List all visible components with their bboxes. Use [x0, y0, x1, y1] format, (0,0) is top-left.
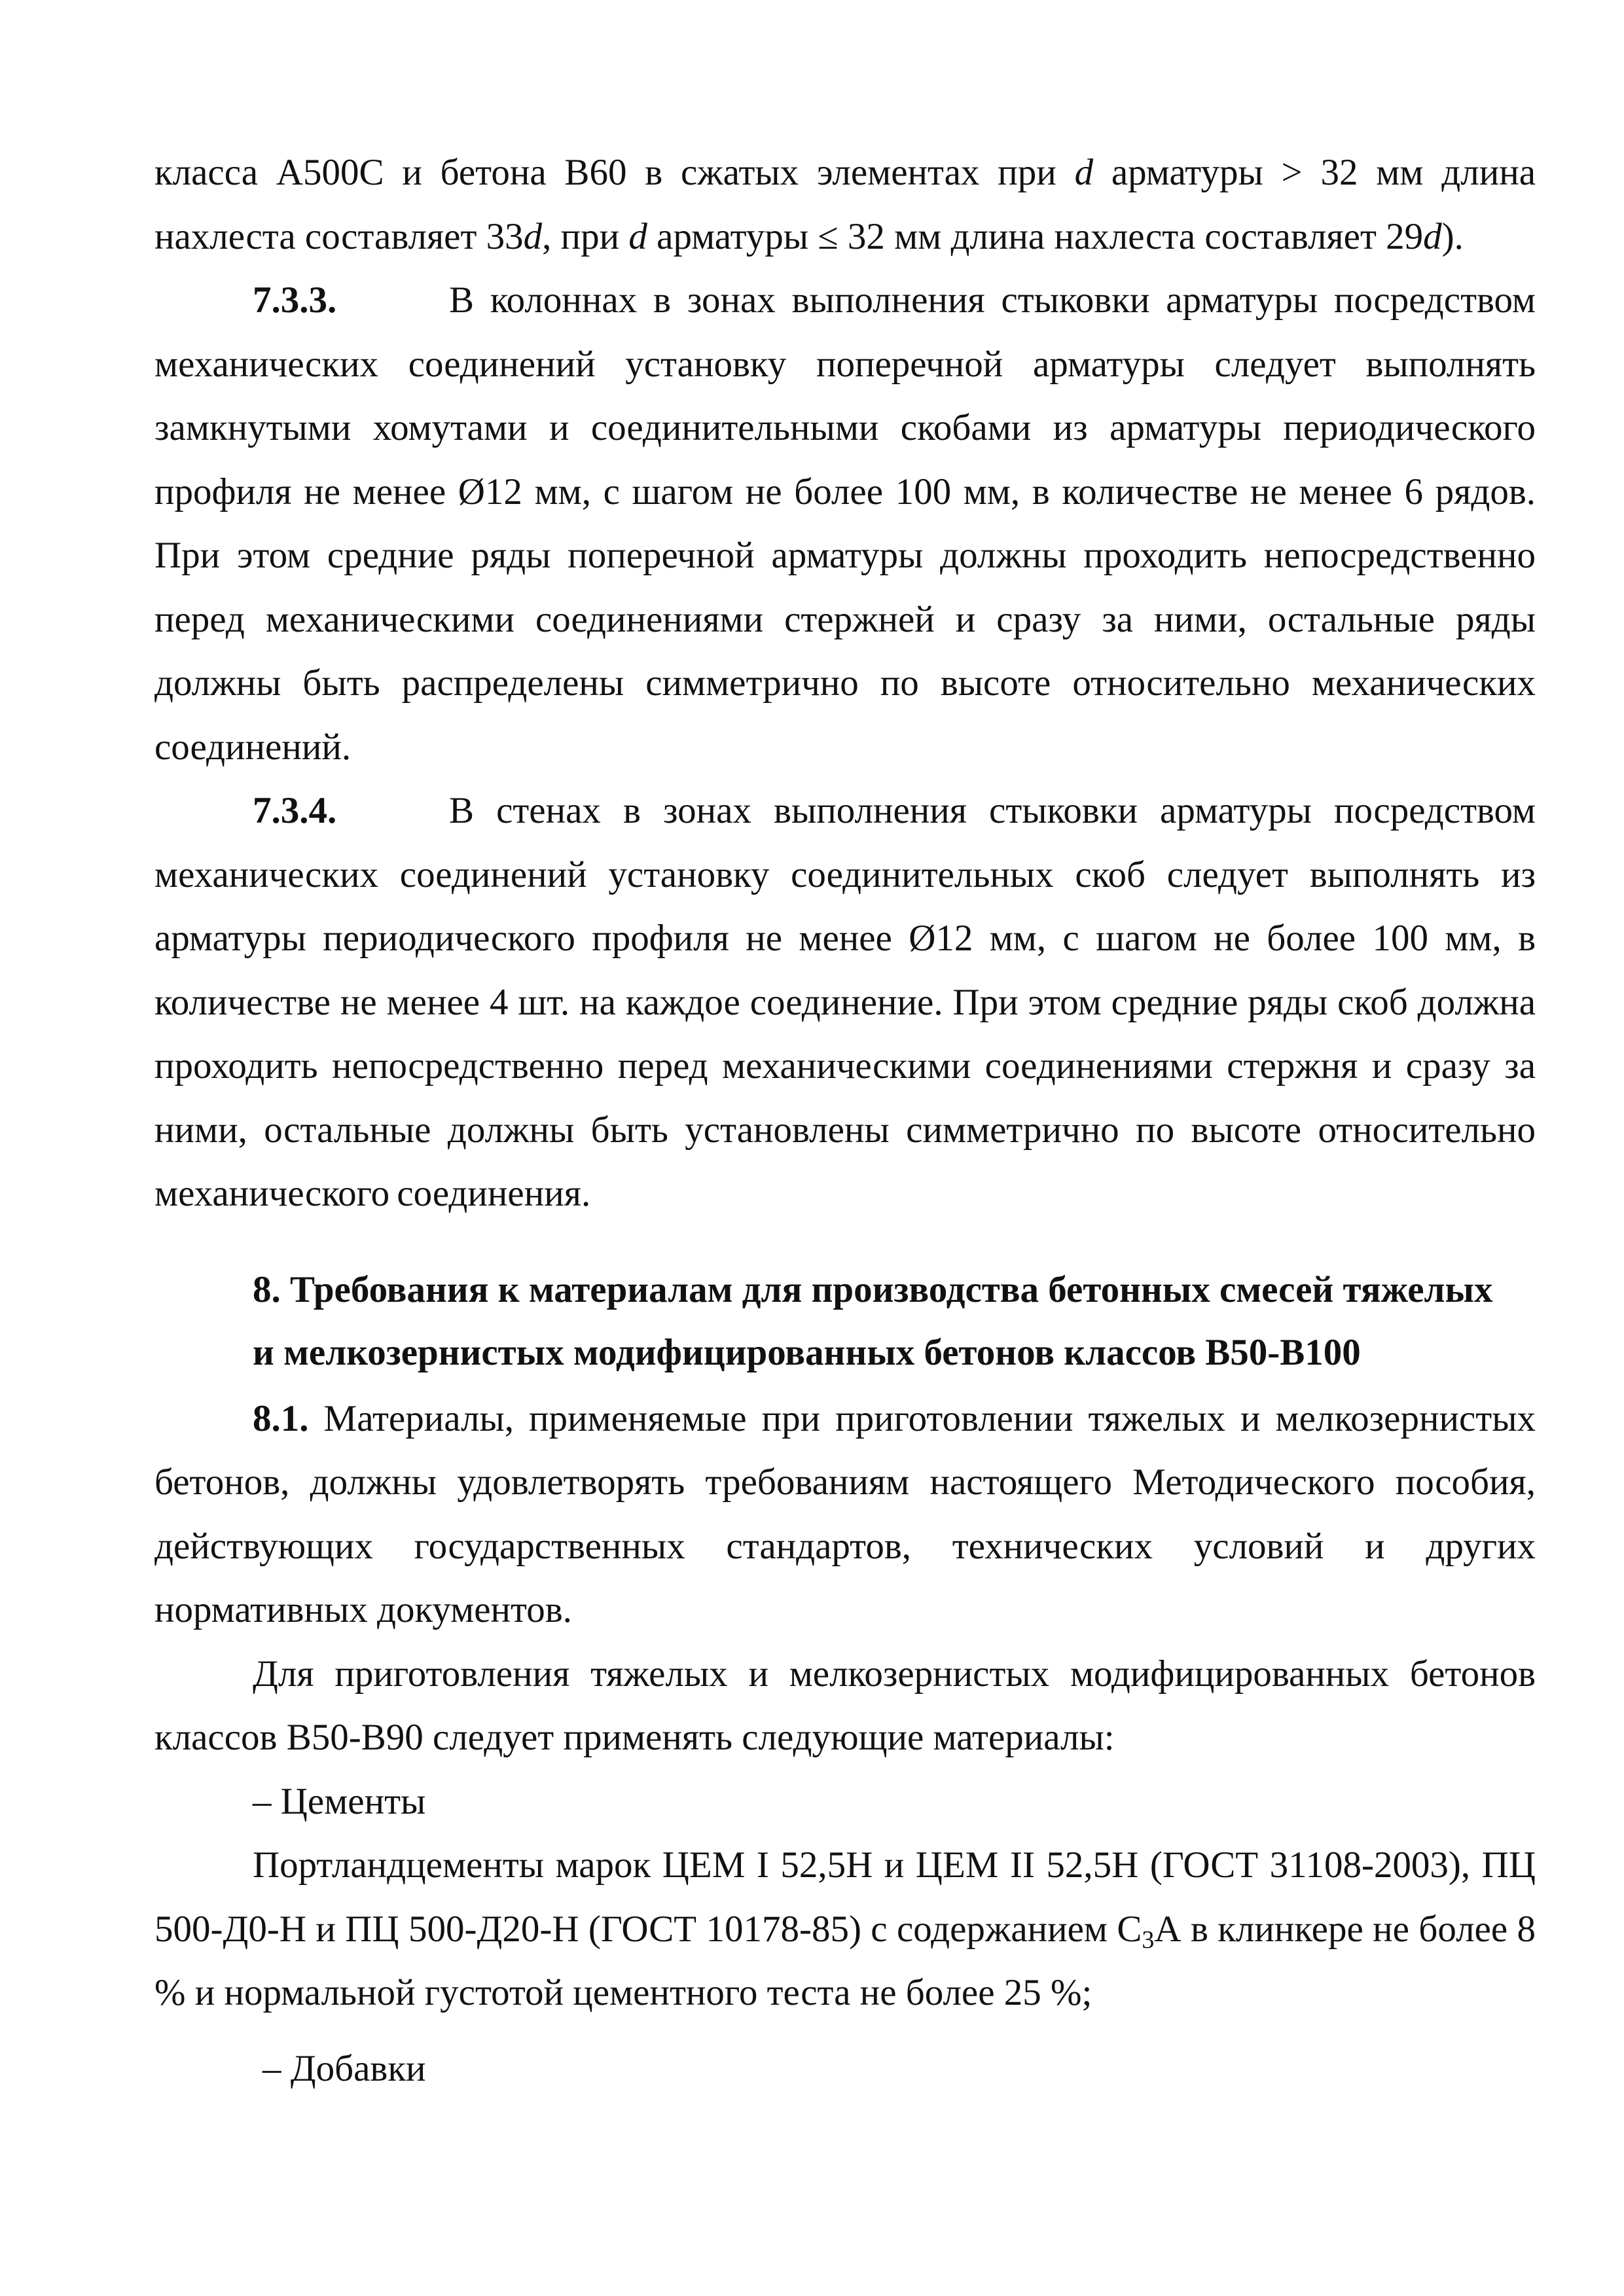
var-d: d [628, 215, 647, 257]
section-heading-8: 8. Требования к материалам для производства бетонных смесей тяжелых и мелкозернистых модифицированных бетонов классов В50-В100 [253, 1268, 1493, 1373]
section-number: 8.1. [253, 1397, 309, 1439]
section-number: 7.3.3. [253, 279, 337, 321]
section-8-1 [154, 1387, 1536, 1642]
section-7-3-4 [154, 779, 1536, 1226]
section-text: В стенах в зонах выполнения стыковки арматуры посредством механических соединений установку соединительных скоб следует выполнять из арматуры периодического профиля не менее Ø12 мм, с шагом не более 100 мм, в количестве не менее 4 шт. на каждое соединение. При этом средние ряды скоб должна проходить непосредственно перед механическими соединениями стержня и сразу за ними, остальные должны быть установлены симметрично по высоте относительно механического соединения. [154, 790, 1536, 1214]
list-item-cements: – Цементы [253, 1780, 426, 1822]
paragraph-lap-length: класса А500С и бетона В60 в сжатых элементах при d арматуры > 32 мм длина нахлеста составляет 33d, при d арматуры ≤ 32 мм длина нахлеста составляет 29d). [154, 152, 1536, 257]
section-text: В колоннах в зонах выполнения стыковки арматуры посредством механических соединений установку поперечной арматуры следует выполнять замкнутыми хомутами и соединительными скобами из арматуры периодического профиля не менее Ø12 мм, с шагом не более 100 мм, в количестве не менее 6 рядов. При этом средние ряды поперечной арматуры должны проходить непосредственно перед механическими соединениями стержней и сразу за ними, остальные ряды должны быть распределены симметрично по высоте относительно механических соединений. [154, 279, 1536, 768]
list-item-additives: – Добавки [262, 2047, 426, 2089]
var-d: d [1074, 152, 1094, 193]
document-page [154, 141, 1536, 2100]
paragraph-cements: Портландцементы марок ЦЕМ I 52,5Н и ЦЕМ II 52,5Н (ГОСТ 31108-2003), ПЦ 500-Д0-Н и ПЦ 500-Д20-Н (ГОСТ 10178-85) с содержанием $С_3А$ в клинкере не более 8 % и нормальной густотой цементного теста не более 25 %; [154, 1844, 1536, 2013]
var-d: d [523, 215, 543, 257]
section-text: Материалы, применяемые при приготовлении тяжелых и мелкозернистых бетонов, должны удовлетворять требованиям настоящего Методического пособия, действующих государственных стандартов, технических условий и других нормативных документов. [154, 1397, 1536, 1630]
section-number: 7.3.4. [253, 790, 337, 831]
section-7-3-3 [154, 268, 1536, 779]
paragraph-materials: Для приготовления тяжелых и мелкозернистых модифицированных бетонов классов В50-В90 следует применять следующие материалы: [154, 1653, 1536, 1758]
var-d: d [1423, 215, 1442, 257]
